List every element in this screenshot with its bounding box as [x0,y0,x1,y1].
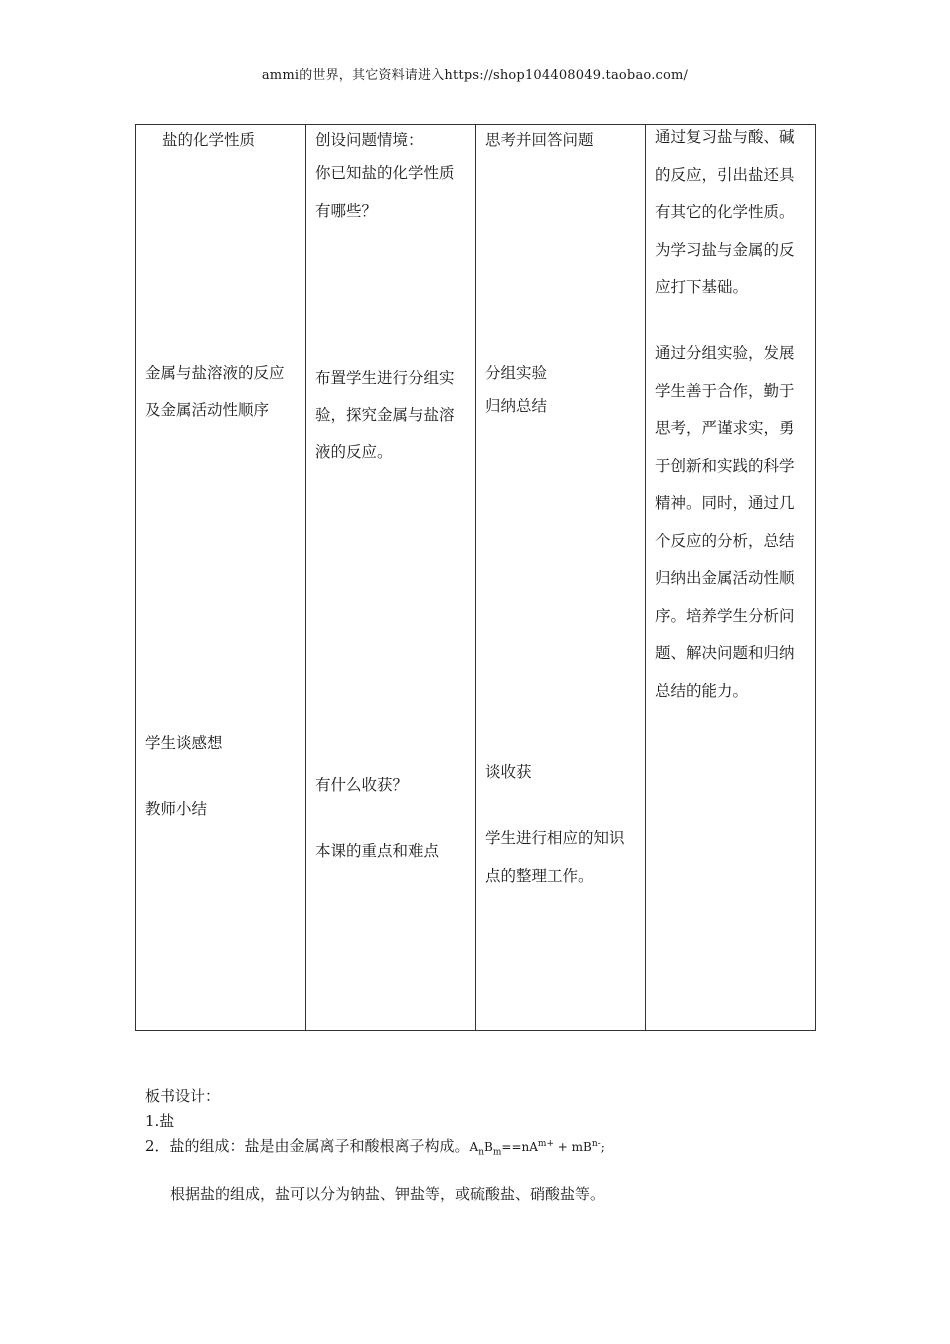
board-item-2-text: 2．盐的组成：盐是由金属离子和酸根离子构成。 [145,1137,470,1155]
table-border-left [135,124,136,1031]
purpose-2-line: 学生善于合作，勤于 [655,381,795,400]
purpose-2-line: 总结的能力。 [655,681,749,700]
board-title: 板书设计： [145,1087,221,1105]
formula: $A_nB_m==nA^{m+} + mB^{n-}$; [469,1139,605,1158]
cell-student-1: 思考并回答问题 [485,131,594,149]
cell-student-2-line2: 归纳总结 [485,397,548,415]
purpose-2-line: 精神。同时，通过几 [655,494,795,512]
cell-purpose-1 [655,119,811,307]
cell-teacher-2-line1: 布置学生进行分组实 [315,369,455,387]
purpose-1-line: 应打下基础。 [655,278,749,296]
cell-student-3-line2: 学生进行相应的知识 [485,829,625,847]
purpose-1-line: 为学习盐与金属的反 [655,240,795,259]
purpose-2-line: 序。培养学生分析问 [655,606,795,625]
purpose-2-line: 题、解决问题和归纳 [655,644,795,662]
cell-topic-1: 盐的化学性质 [162,131,256,149]
table-divider-2 [475,124,476,1031]
purpose-2-line: 于创新和实践的科学 [655,456,795,475]
page-header: ammi的世界，其它资料请进入https://shop104408049.taobao.com/ [261,68,689,83]
cell-student-3-line3: 点的整理工作。 [485,867,594,885]
cell-teacher-2-line3: 液的反应。 [315,443,393,461]
purpose-1-line: 的反应，引出盐还具 [655,165,795,184]
purpose-2-line: 通过分组实验，发展 [655,344,795,362]
cell-teacher-3-line2: 本课的重点和难点 [315,842,440,860]
cell-teacher-3-line1: 有什么收获？ [315,776,409,794]
cell-topic-3-line1: 学生谈感想 [145,734,223,752]
cell-purpose-2 [655,335,811,710]
cell-student-2-line1: 分组实验 [485,364,548,382]
cell-topic-3-line2: 教师小结 [145,800,208,818]
table-divider-1 [305,124,306,1031]
board-item-1: 1.盐 [145,1112,175,1130]
cell-topic-2-line2: 及金属活动性顺序 [145,401,270,419]
cell-topic-2-line1: 金属与盐溶液的反应 [145,364,285,382]
board-item-3: 根据盐的组成，盐可以分为钠盐、钾盐等，或硫酸盐、硝酸盐等。 [170,1185,606,1203]
cell-teacher-1-line3: 有哪些？ [315,202,378,220]
purpose-1-line: 通过复习盐与酸、碱 [655,128,795,146]
cell-teacher-2-line2: 验，探究金属与盐溶 [315,406,455,424]
table-divider-3 [645,124,646,1031]
cell-teacher-1-line1: 创设问题情境： [315,131,424,149]
purpose-2-line: 思考，严谨求实，勇 [655,419,795,437]
purpose-1-line: 有其它的化学性质。 [655,203,795,221]
cell-teacher-1-line2: 你已知盐的化学性质 [315,164,455,182]
board-item-2 [145,1135,605,1156]
cell-student-3-line1: 谈收获 [485,763,532,781]
purpose-2-line: 归纳出金属活动性顺 [655,569,795,587]
table-border-right [815,124,816,1031]
purpose-2-line: 个反应的分析，总结 [655,531,795,550]
